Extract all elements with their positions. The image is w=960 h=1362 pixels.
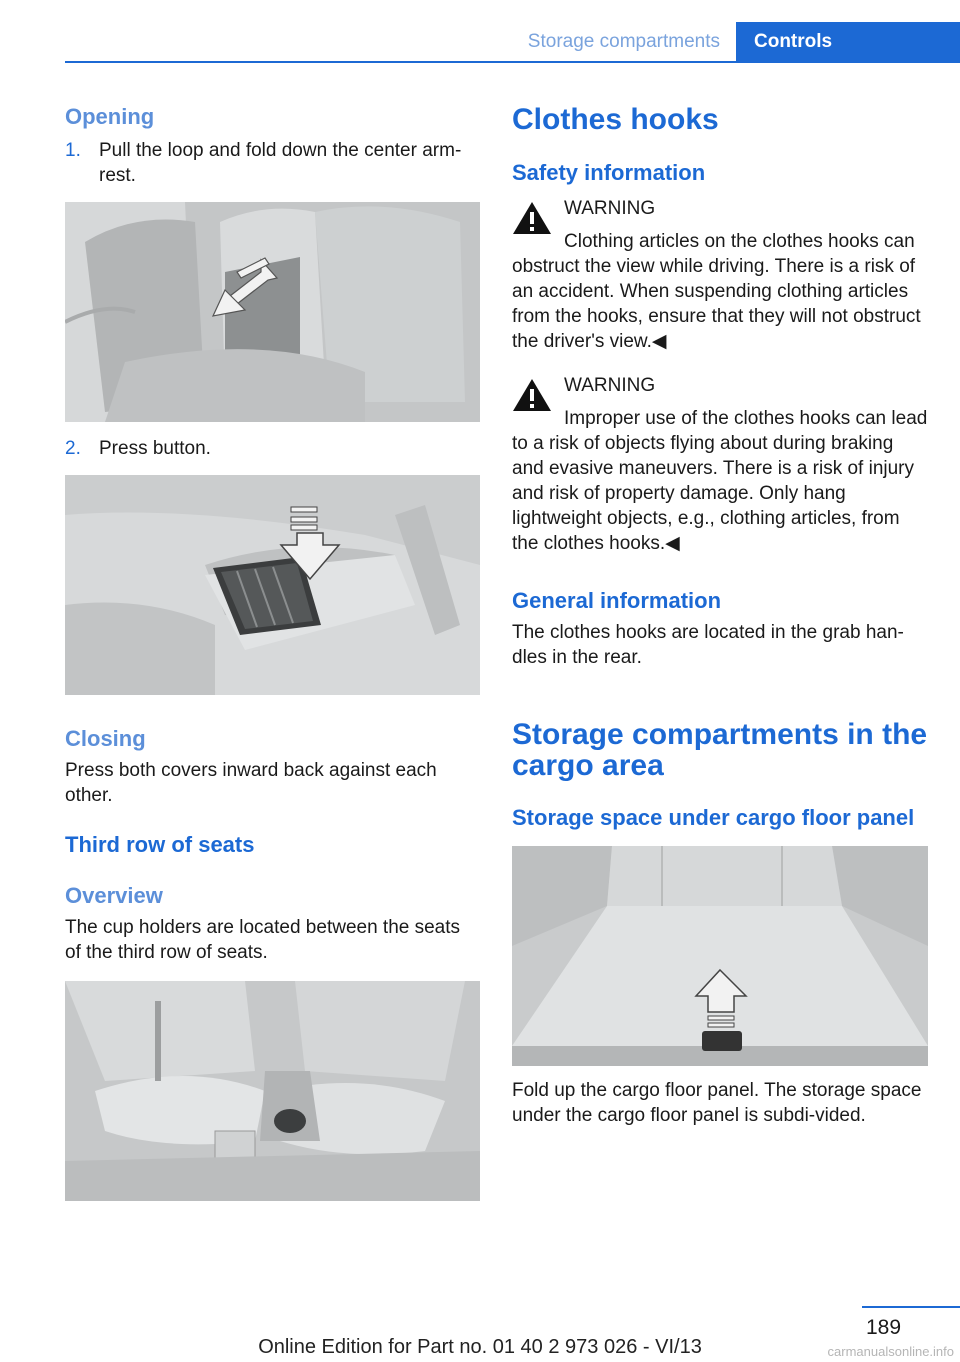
warning-2-text: Improper use of the clothes hooks can lead to a risk of objects flying about during braking and evasive maneuvers. There is a risk of injury and risk of property damage. Only hang lightweight objects, e.g., clothing articles, from the clothes hooks.◀ [512,408,928,554]
header-section-title: Storage compartments [527,31,720,52]
step-2-number: 2. [65,438,81,459]
third-row-heading: Third row of seats [65,832,255,857]
edition-footer: Online Edition for Part no. 01 40 2 973 026 - VI/13 [258,1336,702,1358]
safety-information-heading: Safety information [512,160,706,185]
step-1 [65,138,480,190]
general-information-text: The clothes hooks are located in the grab han‐dles in the rear. [512,622,904,668]
warning-1-text: Clothing articles on the clothes hooks can obstruct the view while driving. There is a risk of an accident. When suspending clothing articles from the hooks, ensure that they will not obstruct the driver's view.◀ [512,231,921,352]
third-row-cupholder-figure [65,981,480,1201]
opening-heading: Opening [65,104,155,129]
storage-text: Fold up the cargo floor panel. The storage space under the cargo floor panel is subdi‐vided. [512,1080,922,1126]
overview-heading: Overview [65,883,163,908]
page-number: 189 [866,1316,902,1339]
warning-2-title: WARNING [564,375,656,396]
footer-rule [862,1306,960,1308]
step-1-text: Pull the loop and fold down the center arm‐rest. [99,140,462,186]
armrest-button-figure [65,475,480,695]
step-1-number: 1. [65,140,81,161]
overview-text: The cup holders are located between the seats of the third row of seats. [65,917,461,963]
header-chapter-tab: Controls [736,22,960,63]
general-information-heading: General information [512,588,722,613]
closing-text: Press both covers inward back against each other. [65,760,437,806]
armrest-fold-down-figure [65,202,480,422]
warning-1-title: WARNING [564,198,656,219]
storage-cargo-heading: Storage compartments in the cargo area [512,718,928,782]
step-2 [65,436,480,462]
step-2-text: Press button. [99,438,211,459]
watermark: carmanualsonline.info [827,1344,954,1359]
cargo-floor-panel-figure [512,846,928,1066]
header-rule [65,61,960,63]
closing-heading: Closing [65,726,146,751]
clothes-hooks-heading: Clothes hooks [512,103,719,136]
storage-under-floor-heading: Storage space under cargo floor panel [512,805,915,830]
